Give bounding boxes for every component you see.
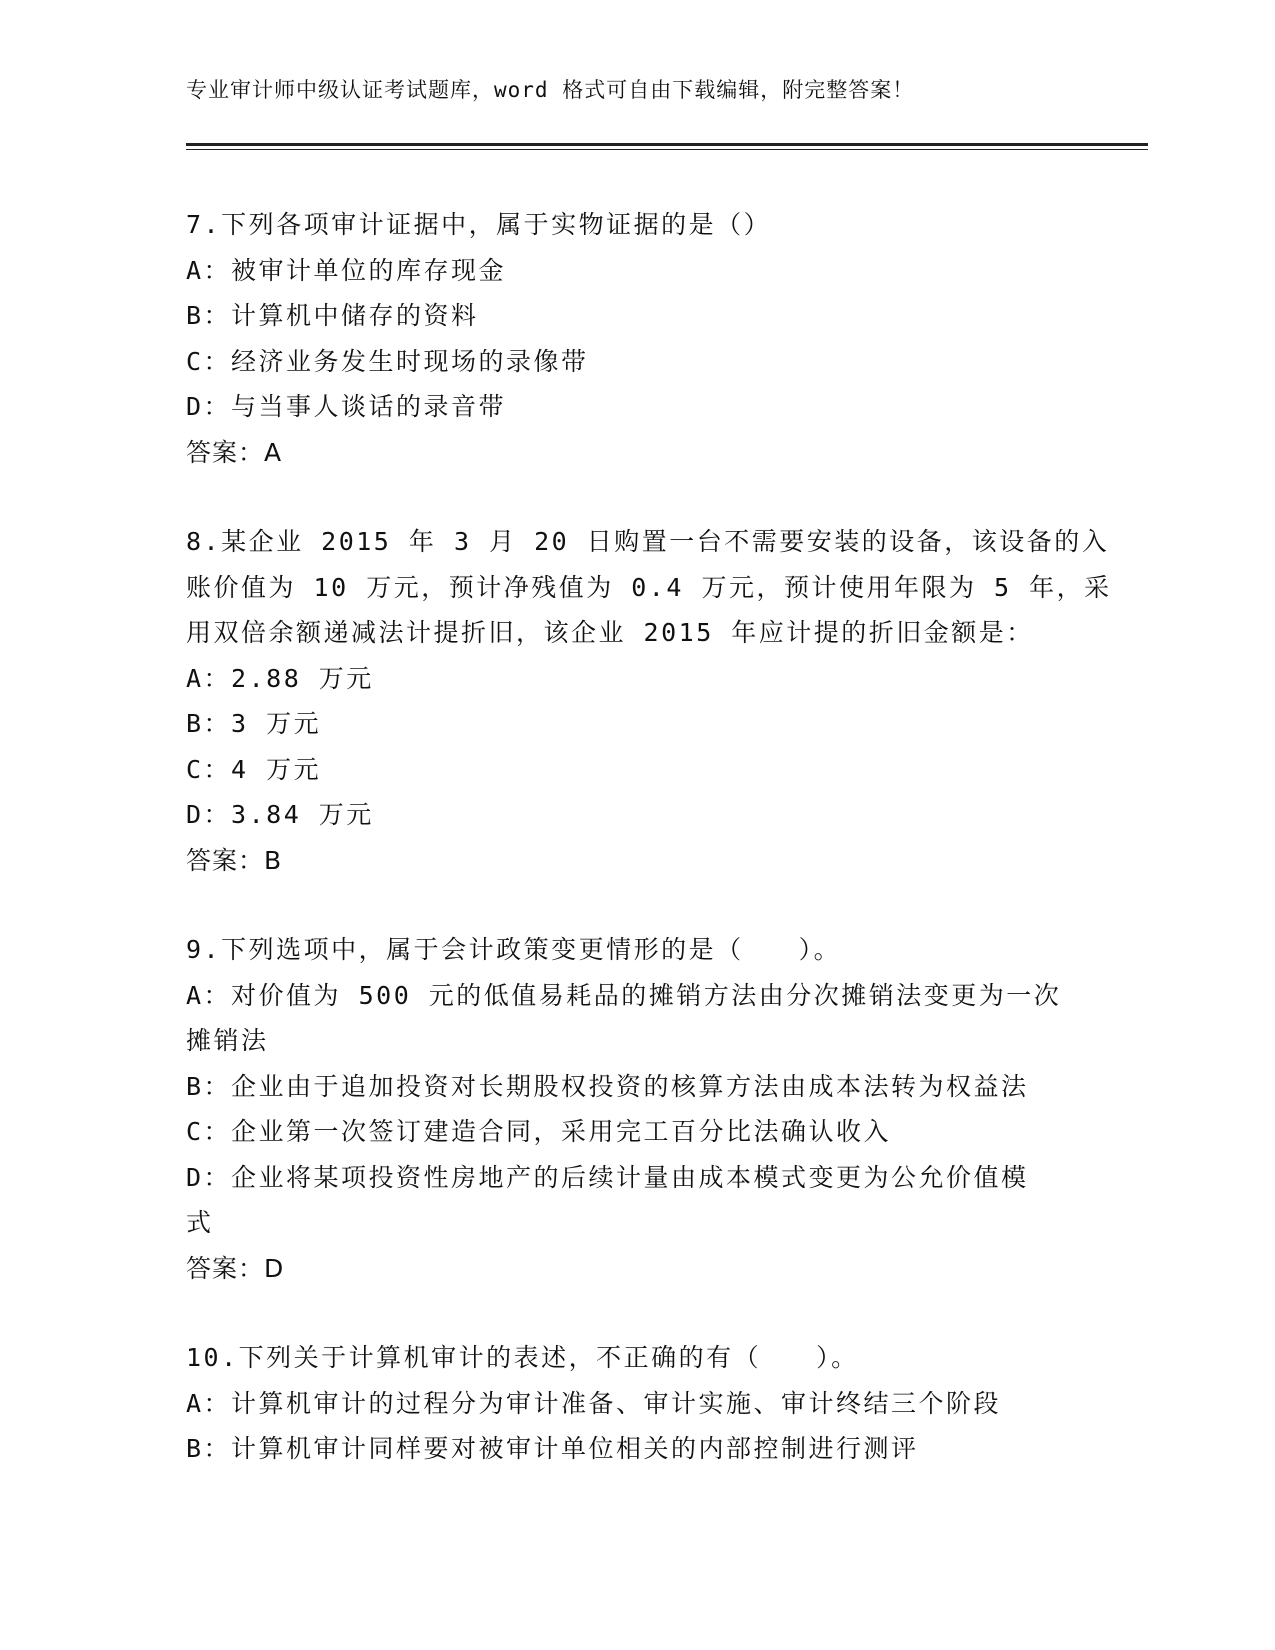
option-b: B：计算机中储存的资料 (186, 301, 479, 330)
option-c: C：企业第一次签订建造合同，采用完工百分比法确认收入 (186, 1117, 892, 1146)
question-10 (186, 1335, 1086, 1472)
question-9 (186, 927, 1086, 1291)
option-a: A：2.88 万元 (186, 663, 374, 693)
option-d-continued: 式 (186, 1208, 214, 1237)
option-d: D：与当事人谈话的录音带 (186, 392, 507, 421)
option-c: C：4 万元 (186, 754, 322, 784)
option-c: C：经济业务发生时现场的录像带 (186, 346, 589, 376)
question-list (186, 202, 1112, 1516)
question-stem-line: 账价值为 10 万元，预计净残值为 0.4 万元，预计使用年限为 5 年，采 (186, 572, 1112, 602)
option-d: D：企业将某项投资性房地产的后续计量由成本模式变更为公允价值模 (186, 1162, 1029, 1192)
option-b: B：计算机审计同样要对被审计单位相关的内部控制进行测评 (186, 1434, 919, 1463)
option-b: B：企业由于追加投资对长期股权投资的核算方法由成本法转为权益法 (186, 1071, 1029, 1101)
answer: 答案：B (186, 845, 283, 875)
answer: 答案：D (186, 1253, 285, 1283)
option-a: A：被审计单位的库存现金 (186, 255, 507, 285)
option-a: A：计算机审计的过程分为审计准备、审计实施、审计终结三个阶段 (186, 1388, 1002, 1418)
answer: 答案：A (186, 437, 283, 467)
question-stem-line: 9.下列选项中，属于会计政策变更情形的是（ ）。 (186, 935, 842, 964)
option-d: D：3.84 万元 (186, 800, 374, 829)
question-7 (186, 202, 1086, 475)
option-a-continued: 摊销法 (186, 1026, 269, 1055)
question-stem-line: 10.下列关于计算机审计的表述，不正确的有（ ）。 (186, 1343, 859, 1372)
question-8 (186, 519, 1112, 883)
header-rule-thin (186, 149, 1148, 150)
page-header: 专业审计师中级认证考试题库，word 格式可自由下载编辑，附完整答案！ (186, 78, 915, 102)
question-stem-line: 7.下列各项审计证据中，属于实物证据的是（） (186, 210, 772, 239)
option-b: B：3 万元 (186, 709, 322, 738)
question-stem-line: 用双倍余额递减法计提折旧，该企业 2015 年应计提的折旧金额是： (186, 618, 1034, 647)
question-stem-line: 8.某企业 2015 年 3 月 20 日购置一台不需要安装的设备，该设备的入 (186, 527, 1110, 556)
header-rule (186, 143, 1148, 146)
option-a: A：对价值为 500 元的低值易耗品的摊销方法由分次摊销法变更为一次 (186, 980, 1062, 1010)
